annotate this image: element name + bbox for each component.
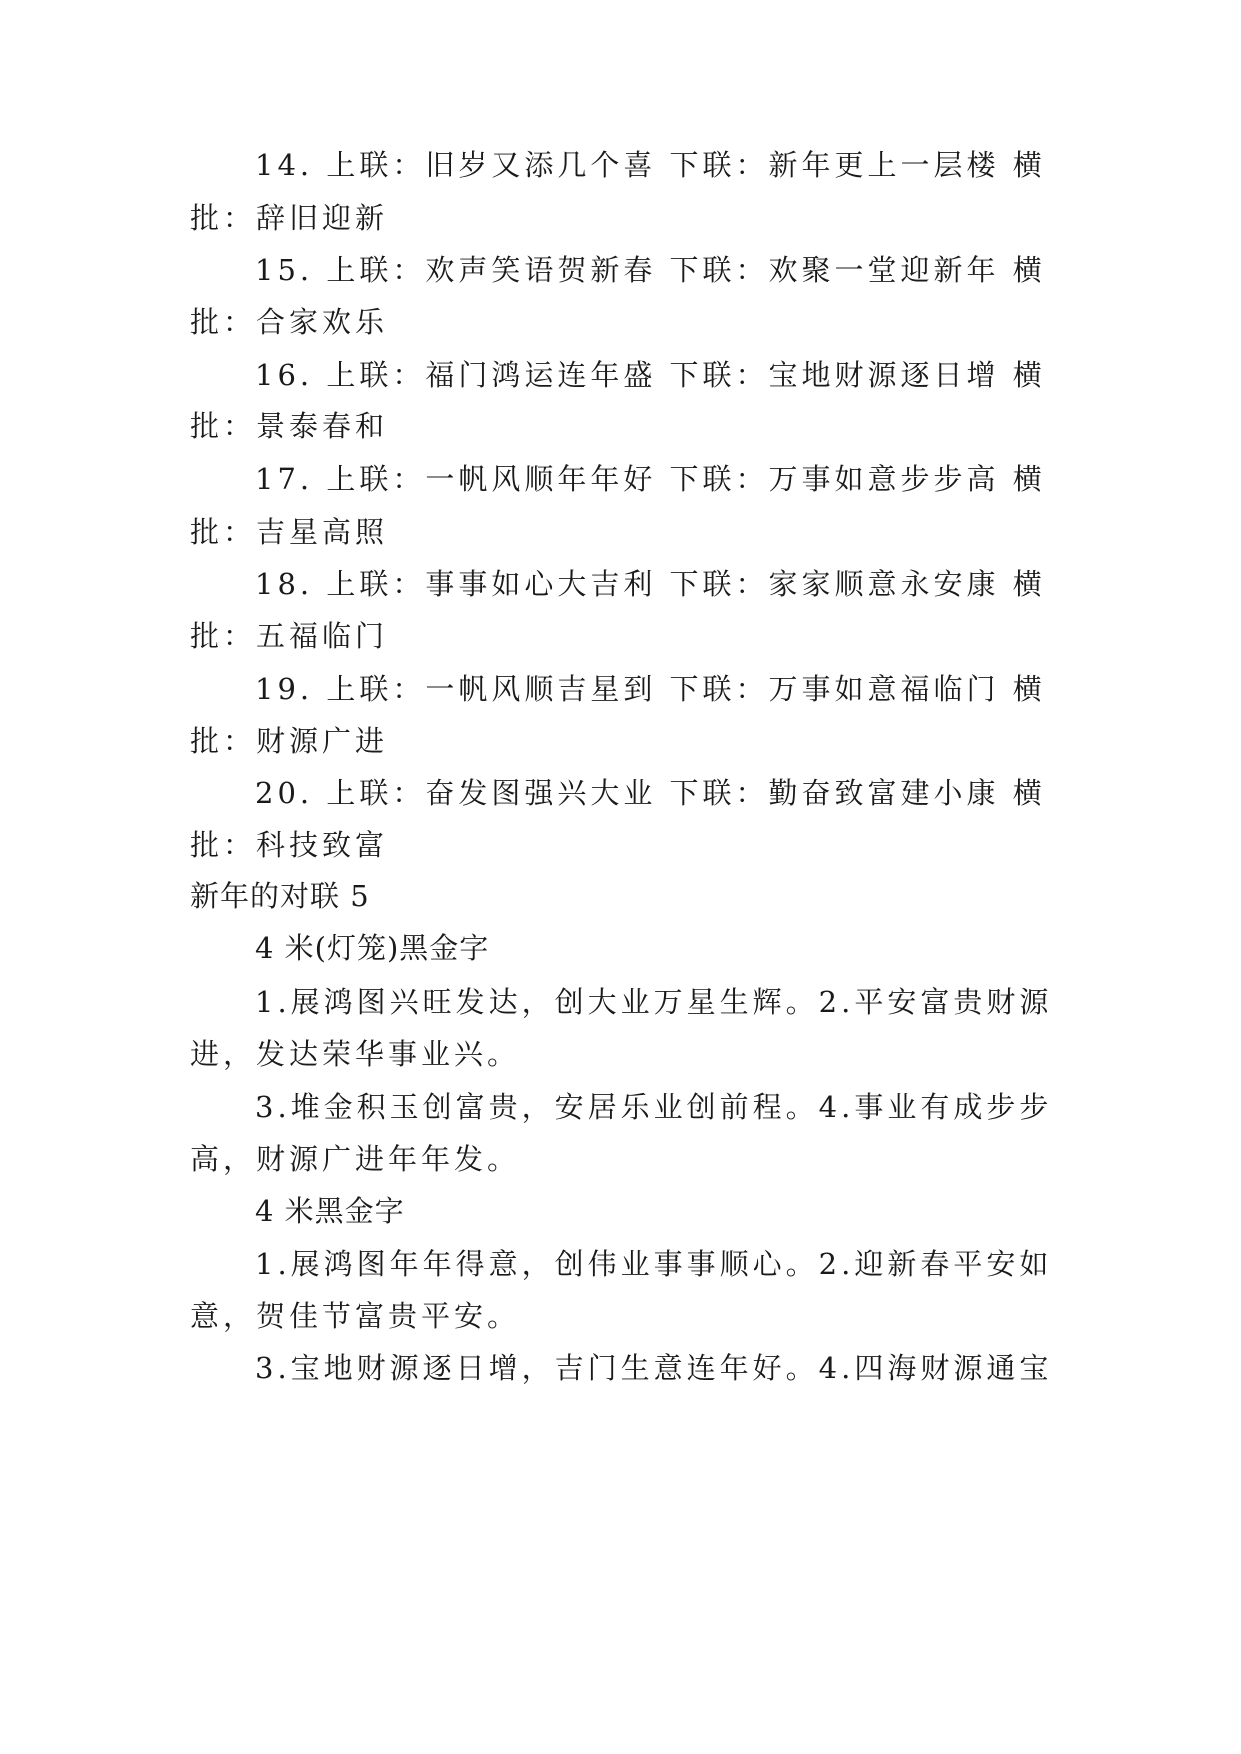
section-heading: 新年的对联 5	[190, 879, 370, 913]
text-line: 18. 上联：事事如心大吉利 下联：家家顺意永安康 横	[255, 567, 1046, 601]
text-line: 17. 上联：一帆风顺年年好 下联：万事如意步步高 横	[255, 462, 1046, 496]
text-line: 16. 上联：福门鸿运连年盛 下联：宝地财源逐日增 横	[255, 358, 1046, 392]
text-line: 批：吉星高照	[190, 515, 389, 549]
text-line: 批：财源广进	[190, 724, 389, 758]
text-line: 3.宝地财源逐日增，吉门生意连年好。4.四海财源通宝	[255, 1351, 1053, 1385]
text-line: 20. 上联：奋发图强兴大业 下联：勤奋致富建小康 横	[255, 776, 1046, 810]
text-line: 进，发达荣华事业兴。	[190, 1037, 521, 1071]
text-line: 1.展鸿图年年得意，创伟业事事顺心。2.迎新春平安如	[255, 1247, 1053, 1281]
text-line: 高，财源广进年年发。	[190, 1142, 521, 1176]
text-line: 1.展鸿图兴旺发达，创大业万星生辉。2.平安富贵财源	[255, 985, 1053, 1019]
text-line: 14. 上联：旧岁又添几个喜 下联：新年更上一层楼 横	[255, 148, 1046, 182]
text-line: 批：五福临门	[190, 619, 389, 653]
text-line: 批：景泰春和	[190, 409, 389, 443]
text-line: 3.堆金积玉创富贵，安居乐业创前程。4.事业有成步步	[255, 1090, 1053, 1124]
text-line: 19. 上联：一帆风顺吉星到 下联：万事如意福临门 横	[255, 672, 1046, 706]
text-line: 批：科技致富	[190, 828, 389, 862]
text-line: 批：辞旧迎新	[190, 201, 389, 235]
text-line: 意，贺佳节富贵平安。	[190, 1299, 521, 1333]
subheading: 4 米(灯笼)黑金字	[255, 931, 490, 965]
subheading: 4 米黑金字	[255, 1194, 405, 1228]
text-line: 批：合家欢乐	[190, 305, 389, 339]
text-line: 15. 上联：欢声笑语贺新春 下联：欢聚一堂迎新年 横	[255, 253, 1046, 287]
